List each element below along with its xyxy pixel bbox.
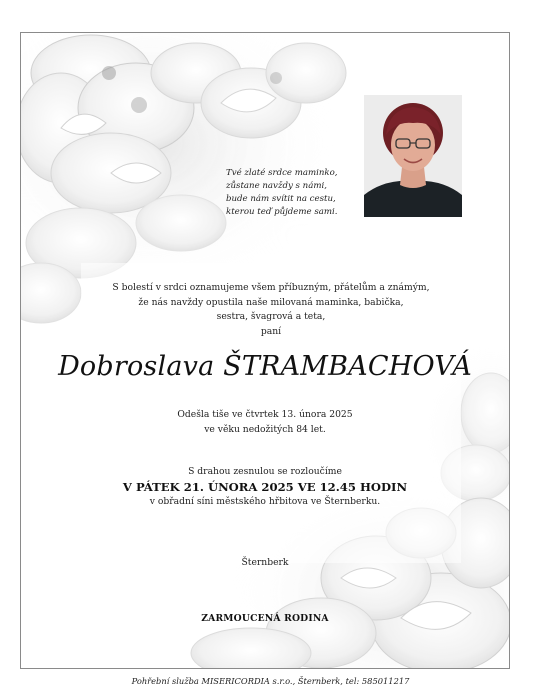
portrait-photo [364, 95, 462, 217]
funeral-intro: S drahou zesnulou se rozloučíme [188, 466, 342, 477]
poem [226, 167, 376, 219]
place-name: Šternberk [241, 557, 289, 568]
poem-line: zůstane navždy s námi, [226, 181, 327, 191]
announcement-text [61, 281, 481, 339]
announcement-line: sestra, švagrová a teta, [216, 311, 326, 322]
funeral-service-footer: Pohřební služba MISERICORDIA s.r.o., Šternberk, tel: 585011217 [131, 676, 410, 686]
announcement-line: paní [260, 325, 282, 337]
death-date: Odešla tiše ve čtvrtek 13. února 2025 [177, 409, 353, 420]
obituary-card [20, 32, 510, 669]
deceased-name: Dobroslava ŠTRAMBACHOVÁ [58, 351, 472, 382]
poem-line: bude nám svítit na cestu, [226, 194, 336, 204]
poem-line: kterou teď půjdeme sami. [226, 207, 338, 217]
announcement-line: S bolestí v srdci oznamujeme všem příbuzným, přátelům a známým, [112, 282, 430, 293]
funeral-info [21, 465, 509, 509]
death-age: ve věku nedožitých 84 let. [204, 424, 326, 435]
funeral-datetime: V PÁTEK 21. ÚNORA 2025 VE 12.45 HODIN [122, 480, 408, 494]
announcement-line: že nás navždy opustila naše milovaná maminka, babička, [138, 296, 404, 308]
death-info [21, 407, 509, 437]
family-signature: ZARMOUCENÁ RODINA [201, 613, 329, 624]
portrait-photo-icon [364, 95, 462, 217]
poem-line: Tvé zlaté srdce maminko, [226, 168, 338, 178]
funeral-location: v obřadní síni městského hřbitova ve Šternberku. [149, 496, 381, 507]
